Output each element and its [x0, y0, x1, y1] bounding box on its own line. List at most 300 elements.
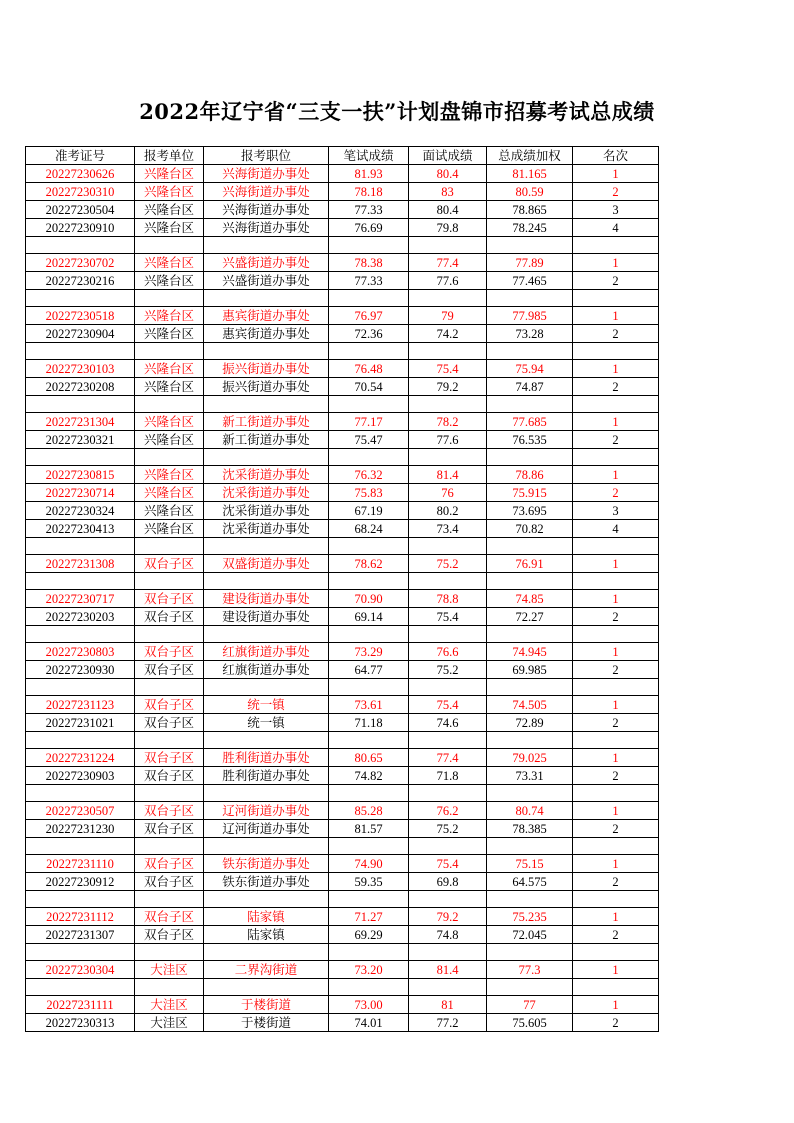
- empty-cell: [204, 290, 329, 307]
- position-cell: 兴海街道办事处: [204, 165, 329, 183]
- unit-cell: 双台子区: [135, 749, 204, 767]
- weighted-total-cell: 77: [487, 996, 573, 1014]
- empty-cell: [26, 838, 135, 855]
- table-row: [26, 307, 659, 325]
- weighted-total-cell: 75.15: [487, 855, 573, 873]
- position-cell: 振兴街道办事处: [204, 360, 329, 378]
- exam-id-cell: 20227230507: [26, 802, 135, 820]
- empty-cell: [487, 343, 573, 360]
- spacer-row: [26, 626, 659, 643]
- written-score-cell: 73.29: [329, 643, 409, 661]
- exam-id-cell: 20227230815: [26, 466, 135, 484]
- position-cell: 双盛街道办事处: [204, 555, 329, 573]
- interview-score-cell: 81: [409, 996, 487, 1014]
- interview-score-cell: 75.2: [409, 661, 487, 679]
- empty-cell: [329, 891, 409, 908]
- spacer-row: [26, 679, 659, 696]
- written-score-cell: 73.00: [329, 996, 409, 1014]
- weighted-total-cell: 64.575: [487, 873, 573, 891]
- position-cell: 振兴街道办事处: [204, 378, 329, 396]
- empty-cell: [26, 396, 135, 413]
- interview-score-cell: 76.6: [409, 643, 487, 661]
- written-score-cell: 72.36: [329, 325, 409, 343]
- empty-cell: [135, 944, 204, 961]
- exam-id-cell: 20227231307: [26, 926, 135, 944]
- unit-cell: 双台子区: [135, 590, 204, 608]
- weighted-total-cell: 76.91: [487, 555, 573, 573]
- unit-cell: 兴隆台区: [135, 272, 204, 290]
- empty-cell: [135, 979, 204, 996]
- written-score-cell: 59.35: [329, 873, 409, 891]
- rank-cell: 1: [573, 466, 659, 484]
- rank-cell: 4: [573, 219, 659, 237]
- empty-cell: [487, 573, 573, 590]
- rank-cell: 2: [573, 1014, 659, 1032]
- position-cell: 陆家镇: [204, 926, 329, 944]
- rank-cell: 2: [573, 767, 659, 785]
- unit-cell: 双台子区: [135, 855, 204, 873]
- weighted-total-cell: 75.94: [487, 360, 573, 378]
- weighted-total-cell: 78.385: [487, 820, 573, 838]
- table-row: [26, 714, 659, 732]
- table-row: [26, 555, 659, 573]
- empty-cell: [487, 891, 573, 908]
- rank-cell: 2: [573, 431, 659, 449]
- table-row: [26, 802, 659, 820]
- empty-cell: [135, 237, 204, 254]
- header-unit: 报考单位: [135, 147, 204, 165]
- empty-cell: [573, 838, 659, 855]
- exam-id-cell: 20227230714: [26, 484, 135, 502]
- empty-cell: [573, 626, 659, 643]
- empty-cell: [135, 838, 204, 855]
- table-row: [26, 643, 659, 661]
- unit-cell: 兴隆台区: [135, 183, 204, 201]
- empty-cell: [573, 573, 659, 590]
- empty-cell: [487, 626, 573, 643]
- empty-cell: [204, 785, 329, 802]
- exam-id-cell: 20227230324: [26, 502, 135, 520]
- empty-cell: [487, 679, 573, 696]
- interview-score-cell: 79.2: [409, 908, 487, 926]
- table-row: [26, 360, 659, 378]
- weighted-total-cell: 80.59: [487, 183, 573, 201]
- weighted-total-cell: 78.865: [487, 201, 573, 219]
- exam-id-cell: 20227230903: [26, 767, 135, 785]
- position-cell: 兴海街道办事处: [204, 183, 329, 201]
- table-row: [26, 413, 659, 431]
- interview-score-cell: 75.2: [409, 820, 487, 838]
- header-row: [26, 147, 659, 165]
- empty-cell: [409, 343, 487, 360]
- header-weighted-total: 总成绩加权: [487, 147, 573, 165]
- rank-cell: 1: [573, 254, 659, 272]
- exam-id-cell: 20227230702: [26, 254, 135, 272]
- position-cell: 辽河街道办事处: [204, 802, 329, 820]
- weighted-total-cell: 77.89: [487, 254, 573, 272]
- written-score-cell: 64.77: [329, 661, 409, 679]
- rank-cell: 3: [573, 201, 659, 219]
- unit-cell: 兴隆台区: [135, 325, 204, 343]
- empty-cell: [26, 891, 135, 908]
- empty-cell: [26, 785, 135, 802]
- empty-cell: [487, 732, 573, 749]
- unit-cell: 双台子区: [135, 767, 204, 785]
- unit-cell: 兴隆台区: [135, 466, 204, 484]
- unit-cell: 兴隆台区: [135, 201, 204, 219]
- empty-cell: [573, 979, 659, 996]
- rank-cell: 1: [573, 855, 659, 873]
- exam-id-cell: 20227230313: [26, 1014, 135, 1032]
- spacer-row: [26, 396, 659, 413]
- table-row: [26, 201, 659, 219]
- written-score-cell: 76.48: [329, 360, 409, 378]
- empty-cell: [409, 785, 487, 802]
- interview-score-cell: 73.4: [409, 520, 487, 538]
- exam-id-cell: 20227230912: [26, 873, 135, 891]
- empty-cell: [487, 979, 573, 996]
- rank-cell: 2: [573, 484, 659, 502]
- rank-cell: 2: [573, 272, 659, 290]
- empty-cell: [573, 679, 659, 696]
- spacer-row: [26, 891, 659, 908]
- empty-cell: [573, 237, 659, 254]
- unit-cell: 双台子区: [135, 661, 204, 679]
- scores-table: [25, 146, 659, 1032]
- unit-cell: 兴隆台区: [135, 502, 204, 520]
- written-score-cell: 78.38: [329, 254, 409, 272]
- weighted-total-cell: 74.85: [487, 590, 573, 608]
- weighted-total-cell: 80.74: [487, 802, 573, 820]
- position-cell: 红旗街道办事处: [204, 643, 329, 661]
- written-score-cell: 85.28: [329, 802, 409, 820]
- empty-cell: [135, 538, 204, 555]
- empty-cell: [329, 237, 409, 254]
- position-cell: 统一镇: [204, 714, 329, 732]
- spacer-row: [26, 449, 659, 466]
- weighted-total-cell: 78.86: [487, 466, 573, 484]
- empty-cell: [409, 891, 487, 908]
- exam-id-cell: 20227231112: [26, 908, 135, 926]
- exam-id-cell: 20227230717: [26, 590, 135, 608]
- weighted-total-cell: 78.245: [487, 219, 573, 237]
- written-score-cell: 78.18: [329, 183, 409, 201]
- exam-id-cell: 20227231304: [26, 413, 135, 431]
- interview-score-cell: 79.2: [409, 378, 487, 396]
- written-score-cell: 78.62: [329, 555, 409, 573]
- header-interview-score: 面试成绩: [409, 147, 487, 165]
- empty-cell: [487, 944, 573, 961]
- interview-score-cell: 74.6: [409, 714, 487, 732]
- exam-id-cell: 20227231021: [26, 714, 135, 732]
- empty-cell: [329, 538, 409, 555]
- empty-cell: [329, 944, 409, 961]
- written-score-cell: 71.18: [329, 714, 409, 732]
- empty-cell: [573, 785, 659, 802]
- unit-cell: 兴隆台区: [135, 378, 204, 396]
- table-row: [26, 996, 659, 1014]
- written-score-cell: 77.33: [329, 272, 409, 290]
- written-score-cell: 74.82: [329, 767, 409, 785]
- interview-score-cell: 81.4: [409, 961, 487, 979]
- empty-cell: [26, 290, 135, 307]
- table-row: [26, 272, 659, 290]
- exam-id-cell: 20227230216: [26, 272, 135, 290]
- empty-cell: [135, 290, 204, 307]
- empty-cell: [329, 290, 409, 307]
- interview-score-cell: 75.4: [409, 360, 487, 378]
- position-cell: 沈采街道办事处: [204, 502, 329, 520]
- table-row: [26, 520, 659, 538]
- written-score-cell: 70.54: [329, 378, 409, 396]
- weighted-total-cell: 79.025: [487, 749, 573, 767]
- empty-cell: [573, 343, 659, 360]
- written-score-cell: 70.90: [329, 590, 409, 608]
- empty-cell: [135, 343, 204, 360]
- rank-cell: 1: [573, 307, 659, 325]
- unit-cell: 双台子区: [135, 802, 204, 820]
- table-row: [26, 254, 659, 272]
- position-cell: 胜利街道办事处: [204, 767, 329, 785]
- table-row: [26, 696, 659, 714]
- rank-cell: 1: [573, 696, 659, 714]
- empty-cell: [329, 979, 409, 996]
- empty-cell: [135, 573, 204, 590]
- written-score-cell: 76.32: [329, 466, 409, 484]
- unit-cell: 大洼区: [135, 961, 204, 979]
- exam-id-cell: 20227230321: [26, 431, 135, 449]
- empty-cell: [135, 891, 204, 908]
- empty-cell: [135, 732, 204, 749]
- weighted-total-cell: 74.945: [487, 643, 573, 661]
- empty-cell: [409, 573, 487, 590]
- weighted-total-cell: 75.235: [487, 908, 573, 926]
- written-score-cell: 73.61: [329, 696, 409, 714]
- exam-id-cell: 20227230413: [26, 520, 135, 538]
- written-score-cell: 74.01: [329, 1014, 409, 1032]
- interview-score-cell: 76: [409, 484, 487, 502]
- interview-score-cell: 76.2: [409, 802, 487, 820]
- weighted-total-cell: 75.605: [487, 1014, 573, 1032]
- written-score-cell: 68.24: [329, 520, 409, 538]
- rank-cell: 4: [573, 520, 659, 538]
- interview-score-cell: 80.4: [409, 201, 487, 219]
- empty-cell: [329, 785, 409, 802]
- empty-cell: [409, 449, 487, 466]
- position-cell: 胜利街道办事处: [204, 749, 329, 767]
- exam-id-cell: 20227231224: [26, 749, 135, 767]
- empty-cell: [573, 449, 659, 466]
- header-written-score: 笔试成绩: [329, 147, 409, 165]
- table-row: [26, 378, 659, 396]
- header-position: 报考职位: [204, 147, 329, 165]
- weighted-total-cell: 74.87: [487, 378, 573, 396]
- unit-cell: 双台子区: [135, 608, 204, 626]
- weighted-total-cell: 72.045: [487, 926, 573, 944]
- position-cell: 沈采街道办事处: [204, 466, 329, 484]
- rank-cell: 2: [573, 608, 659, 626]
- written-score-cell: 67.19: [329, 502, 409, 520]
- empty-cell: [26, 626, 135, 643]
- written-score-cell: 76.97: [329, 307, 409, 325]
- position-cell: 建设街道办事处: [204, 608, 329, 626]
- empty-cell: [204, 944, 329, 961]
- empty-cell: [329, 732, 409, 749]
- written-score-cell: 76.69: [329, 219, 409, 237]
- weighted-total-cell: 74.505: [487, 696, 573, 714]
- exam-id-cell: 20227230103: [26, 360, 135, 378]
- rank-cell: 2: [573, 183, 659, 201]
- unit-cell: 兴隆台区: [135, 307, 204, 325]
- rank-cell: 1: [573, 802, 659, 820]
- spacer-row: [26, 979, 659, 996]
- table-row: [26, 855, 659, 873]
- empty-cell: [204, 979, 329, 996]
- spacer-row: [26, 838, 659, 855]
- exam-id-cell: 20227231111: [26, 996, 135, 1014]
- unit-cell: 兴隆台区: [135, 219, 204, 237]
- weighted-total-cell: 81.165: [487, 165, 573, 183]
- position-cell: 陆家镇: [204, 908, 329, 926]
- interview-score-cell: 80.2: [409, 502, 487, 520]
- unit-cell: 兴隆台区: [135, 431, 204, 449]
- unit-cell: 兴隆台区: [135, 484, 204, 502]
- table-row: [26, 484, 659, 502]
- position-cell: 于楼街道: [204, 1014, 329, 1032]
- empty-cell: [487, 449, 573, 466]
- unit-cell: 双台子区: [135, 820, 204, 838]
- weighted-total-cell: 77.985: [487, 307, 573, 325]
- empty-cell: [204, 573, 329, 590]
- weighted-total-cell: 69.985: [487, 661, 573, 679]
- position-cell: 建设街道办事处: [204, 590, 329, 608]
- rank-cell: 1: [573, 555, 659, 573]
- position-cell: 兴海街道办事处: [204, 219, 329, 237]
- unit-cell: 兴隆台区: [135, 413, 204, 431]
- empty-cell: [573, 944, 659, 961]
- written-score-cell: 77.17: [329, 413, 409, 431]
- interview-score-cell: 74.2: [409, 325, 487, 343]
- interview-score-cell: 79: [409, 307, 487, 325]
- exam-id-cell: 20227231230: [26, 820, 135, 838]
- rank-cell: 2: [573, 820, 659, 838]
- empty-cell: [204, 891, 329, 908]
- unit-cell: 双台子区: [135, 696, 204, 714]
- empty-cell: [487, 838, 573, 855]
- empty-cell: [204, 538, 329, 555]
- rank-cell: 1: [573, 590, 659, 608]
- written-score-cell: 69.14: [329, 608, 409, 626]
- position-cell: 红旗街道办事处: [204, 661, 329, 679]
- rank-cell: 3: [573, 502, 659, 520]
- unit-cell: 大洼区: [135, 1014, 204, 1032]
- interview-score-cell: 77.6: [409, 272, 487, 290]
- written-score-cell: 81.93: [329, 165, 409, 183]
- empty-cell: [329, 838, 409, 855]
- interview-score-cell: 77.4: [409, 749, 487, 767]
- empty-cell: [26, 343, 135, 360]
- empty-cell: [26, 449, 135, 466]
- exam-id-cell: 20227230518: [26, 307, 135, 325]
- table-row: [26, 1014, 659, 1032]
- empty-cell: [26, 732, 135, 749]
- position-cell: 于楼街道: [204, 996, 329, 1014]
- table-row: [26, 767, 659, 785]
- exam-id-cell: 20227230930: [26, 661, 135, 679]
- exam-id-cell: 20227231123: [26, 696, 135, 714]
- rank-cell: 1: [573, 908, 659, 926]
- weighted-total-cell: 73.28: [487, 325, 573, 343]
- spacer-row: [26, 732, 659, 749]
- empty-cell: [409, 944, 487, 961]
- empty-cell: [204, 237, 329, 254]
- rank-cell: 1: [573, 643, 659, 661]
- unit-cell: 兴隆台区: [135, 360, 204, 378]
- empty-cell: [409, 290, 487, 307]
- table-row: [26, 961, 659, 979]
- interview-score-cell: 80.4: [409, 165, 487, 183]
- header-exam-id: 准考证号: [26, 147, 135, 165]
- weighted-total-cell: 77.465: [487, 272, 573, 290]
- spacer-row: [26, 343, 659, 360]
- position-cell: 新工街道办事处: [204, 431, 329, 449]
- spacer-row: [26, 573, 659, 590]
- empty-cell: [409, 732, 487, 749]
- weighted-total-cell: 77.685: [487, 413, 573, 431]
- interview-score-cell: 81.4: [409, 466, 487, 484]
- empty-cell: [329, 679, 409, 696]
- table-row: [26, 502, 659, 520]
- empty-cell: [26, 979, 135, 996]
- unit-cell: 双台子区: [135, 873, 204, 891]
- spacer-row: [26, 237, 659, 254]
- position-cell: 惠宾街道办事处: [204, 307, 329, 325]
- empty-cell: [487, 396, 573, 413]
- table-row: [26, 608, 659, 626]
- empty-cell: [487, 290, 573, 307]
- empty-cell: [135, 785, 204, 802]
- interview-score-cell: 75.4: [409, 696, 487, 714]
- empty-cell: [573, 732, 659, 749]
- written-score-cell: 74.90: [329, 855, 409, 873]
- empty-cell: [487, 785, 573, 802]
- empty-cell: [487, 538, 573, 555]
- exam-id-cell: 20227230904: [26, 325, 135, 343]
- written-score-cell: 81.57: [329, 820, 409, 838]
- empty-cell: [573, 290, 659, 307]
- position-cell: 铁东街道办事处: [204, 873, 329, 891]
- interview-score-cell: 78.2: [409, 413, 487, 431]
- position-cell: 惠宾街道办事处: [204, 325, 329, 343]
- spacer-row: [26, 944, 659, 961]
- empty-cell: [329, 573, 409, 590]
- interview-score-cell: 69.8: [409, 873, 487, 891]
- spacer-row: [26, 785, 659, 802]
- position-cell: 兴海街道办事处: [204, 201, 329, 219]
- empty-cell: [409, 679, 487, 696]
- table-row: [26, 873, 659, 891]
- position-cell: 统一镇: [204, 696, 329, 714]
- empty-cell: [573, 891, 659, 908]
- table-row: [26, 466, 659, 484]
- unit-cell: 双台子区: [135, 643, 204, 661]
- empty-cell: [26, 573, 135, 590]
- weighted-total-cell: 73.31: [487, 767, 573, 785]
- weighted-total-cell: 72.89: [487, 714, 573, 732]
- interview-score-cell: 83: [409, 183, 487, 201]
- empty-cell: [573, 396, 659, 413]
- empty-cell: [487, 237, 573, 254]
